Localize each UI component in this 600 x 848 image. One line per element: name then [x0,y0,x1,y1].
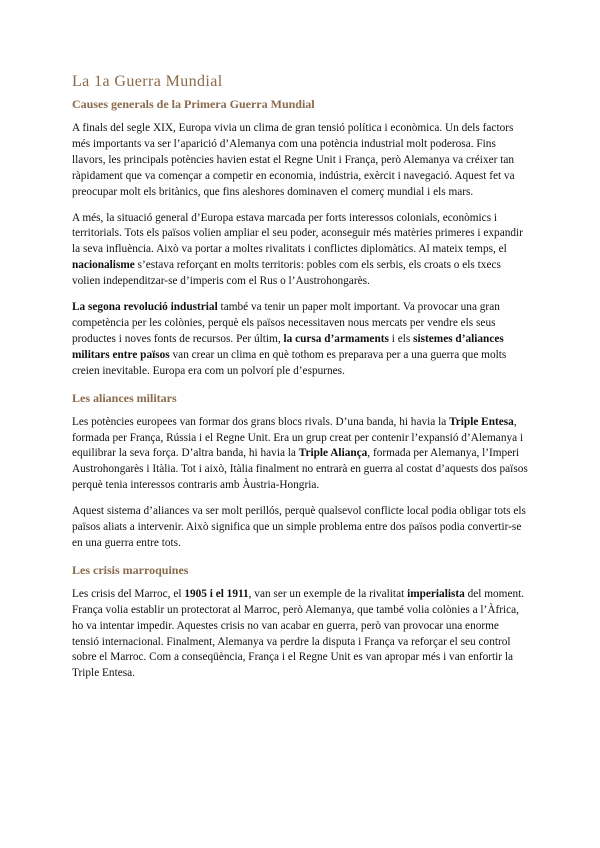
bold-term: imperialista [407,587,465,600]
bold-term: sistemes d’aliances militars entre països [72,332,504,361]
document-title: La 1a Guerra Mundial [72,73,223,90]
paragraph: Les crisis del Marroc, el 1905 i el 1911, van ser un exemple de la rivalitat imperialista del moment. França volia establir un protectorat al Marroc, però Alemanya, que també volia colònies a l’Àfrica, ho va intentar impedir. Aquestes crisis no van acabar en guerra, però van provocar una enorme tensió internacional. Finalment, Alemanya va perdre la disputa i França va reforçar el seu control sobre el Marroc. Com a conseqüència, França i el Regne Unit es van apropar més i van enfortir la Triple Entesa. [72,587,525,680]
paragraph: Les potències europees van formar dos grans blocs rivals. D’una banda, hi havia la Triple Entesa, formada per França, Rússia i el Regne Unit. Era un grup creat per contenir l’expansió d’Alemanya i equilibrar la seva força. D’altra banda, hi havia la Triple Aliança, formada per Alemanya, l’Imperi Austrohongarès i Itàlia. Tot i això, Itàlia finalment no entrarà en guerra al costat d’aquests dos països perquè tenia interessos contraris amb Àustria-Hongria. [72,415,528,492]
section-heading: Les crisis marroquines [72,562,189,577]
bold-term: nacionalisme [72,259,135,272]
paragraph: Aquest sistema d’aliances va ser molt perillós, perquè qualsevol conflicte local podia obligar tots els països aliats a intervenir. Això significa que un simple problema entre dos països podia convertir-se en una guerra entre tots. [72,505,526,549]
bold-term: 1905 i el 1911 [184,587,249,600]
paragraph: A més, la situació general d’Europa estava marcada per forts interessos colonials, econòmics i territorials. Tots els països volien ampliar el seu poder, aconseguir més matèries primeres i expandir la seva influència. Això va portar a moltes rivalitats i conflictes diplomàtics. Al mateix temps, el nacionalisme s’estava reforçant en molts territoris: pobles com els serbis, els croats o els txecs volien independitzar-se d’imperis com el Rus o l’Austrohongarès. [72,211,523,288]
bold-term: Triple Aliança [298,447,368,460]
document-body [72,96,528,682]
paragraph: A finals del segle XIX, Europa vivia un clima de gran tensió política i econòmica. Un dels factors més importants va ser l’aparició d’Alemanya com una potència industrial molt poderosa. Fins llavors, les principals potències havien estat el Regne Unit i França, però Alemanya va créixer tan ràpidament que va començar a competir en economia, indústria, exèrcit i navegació. Aquest fet va preocupar molt els britànics, que fins aleshores dominaven el comerç mundial i els mars. [72,122,515,198]
bold-term: Triple Entesa [449,415,514,428]
paragraph: La segona revolució industrial també va tenir un paper molt important. Va provocar una gran competència per les colònies, perquè els països necessitaven nous mercats per vendre els seus productes i noves fonts de recursos. Per últim, la cursa d’armaments i els sistemes d’aliances militars entre països van crear un clima en què tothom es preparava per a una guerra que molts creien inevitable. Europa era com un polvorí ple d’espurnes. [72,301,507,377]
section-heading: Causes generals de la Primera Guerra Mundial [72,97,315,111]
bold-term: La segona revolució industrial [72,301,218,314]
section-heading: Les aliances militars [72,390,177,405]
document-page [72,72,528,692]
bold-term: la cursa d’armaments [283,332,389,345]
